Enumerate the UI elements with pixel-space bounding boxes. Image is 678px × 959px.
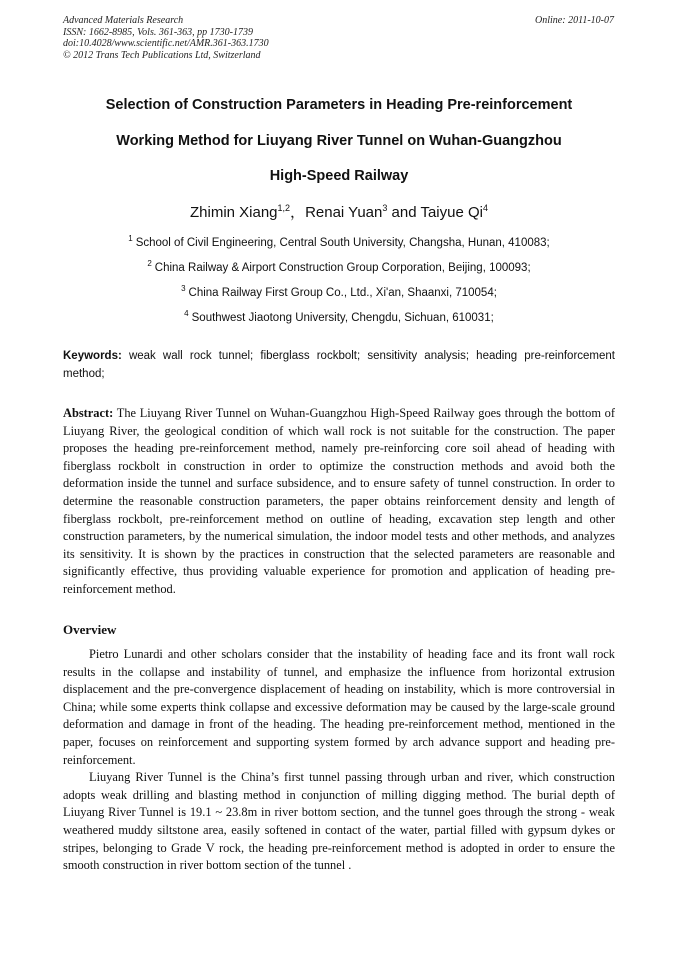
author-3-name: Taiyue Qi [420,204,483,221]
online-date: Online: 2011-10-07 [535,15,614,26]
affiliation-3 [63,284,615,299]
abstract-block [63,405,615,599]
affiliation-2-sup: 2 [147,259,152,269]
author-2-name: Renai Yuan [305,204,383,221]
affiliation-1-text: School of Civil Engineering, Central South University, Changsha, Hunan, 410083; [135,237,550,249]
overview-paragraph-2: Liuyang River Tunnel is the China’s first tunnel passing through urban and river, which construction adopts weak drilling and blasting method in conjunction of milling digging method. The burial depth of Liuyang River Tunnel is 19.1 ~ 23.8m in river bottom section, and the tunnel goes through the strong - weak weathered muddy siltstone area, easily softened in contact of the water, partial filled with gypsum dykes or stripes, belonging to Grade V rock, the heading pre-reinforcement method is adopted in order to ensure the smooth construction in river bottom section of the tunnel . [63,770,615,873]
keywords-label: Keywords: [63,350,122,362]
paper-title [63,88,615,195]
affiliation-3-text: China Railway First Group Co., Ltd., Xi'an, Shaanxi, 710054; [188,287,497,299]
keywords-text: weak wall rock tunnel; fiberglass rockbolt; sensitivity analysis; heading pre-reinforcement method; [63,350,615,380]
section-heading-overview: Overview [63,622,117,637]
author-1-name: Zhimin Xiang [189,204,278,221]
title-line-3: High-Speed Railway [269,168,409,184]
issn-line: ISSN: 1662-8985, Vols. 361-363, pp 1730-1739 [63,26,253,38]
journal-name: Advanced Materials Research [63,15,184,26]
author-list [63,201,615,222]
affiliation-2 [63,259,615,274]
title-line-2: Working Method for Liuyang River Tunnel on Wuhan-Guangzhou [116,132,562,149]
keywords-block [63,347,615,383]
affiliation-4 [63,309,615,324]
abstract-label: Abstract: [63,406,114,420]
author-3-sup: 4 [483,203,489,213]
affiliation-2-text: China Railway & Airport Construction Group Corporation, Beijing, 100093; [154,262,531,274]
author-separator: ， [290,204,306,221]
abstract-text: The Liuyang River Tunnel on Wuhan-Guangzhou High-Speed Railway goes through the bottom of Liuyang River, the geological condition of which wall rock is not suitable for the construction. The paper proposes the heading pre-reinforcement method, namely pre-reinforcing core soil ahead of heading with fiberglass rockbolt in construction in order to optimize the construction methods and avoid both the deformation inside the tunnel and surface subsidence, and to ensure safety of tunnel construction. In order to determine the reasonable construction parameters, the paper obtains reinforcement density and length of fiberglass rockbolt, pre-reinforcement method on outline of heading, excavation step length and other construction parameters, by the numerical simulation, the indoor model tests and other methods, and analyzes its sensitivity. It is shown by the practices in construction that the selected parameters are reasonable and significantly effective, thus providing valuable experience for promotion and application of heading pre-reinforcement method. [63,406,616,596]
author-1-sup: 1,2 [277,203,291,213]
affiliation-1-sup: 1 [128,234,133,244]
copyright-line: © 2012 Trans Tech Publications Ltd, Switzerland [63,49,261,61]
affiliation-3-sup: 3 [181,284,186,294]
author-2-sup: 3 [382,203,388,213]
doi-line: doi:10.4028/www.scientific.net/AMR.361-363.1730 [63,38,269,49]
title-line-1: Selection of Construction Parameters in Heading Pre-reinforcement [105,97,573,113]
author-conjunction: and [387,204,421,221]
journal-meta [63,15,269,61]
overview-paragraph-1: Pietro Lunardi and other scholars consider that the instability of heading face and its front wall rock results in the collapse and instability of tunnel, and emphasize the influence from horizontal extrusion displacement and the pre-convergence displacement of heading on instability, which is more controversial in China; while some experts think collapse and excessive deformation may be caused by the large-scale ground deformation and damage in front of the heading. The heading pre-reinforcement method, mentioned in the paper, focuses on reinforcement and supporting system formed by arch advance support and heading pre-reinforcement. [63,647,615,767]
affiliation-4-sup: 4 [184,309,189,319]
overview-body [63,646,615,875]
affiliation-4-text: Southwest Jiaotong University, Chengdu, Sichuan, 610031; [191,312,494,324]
affiliation-1 [63,234,615,249]
